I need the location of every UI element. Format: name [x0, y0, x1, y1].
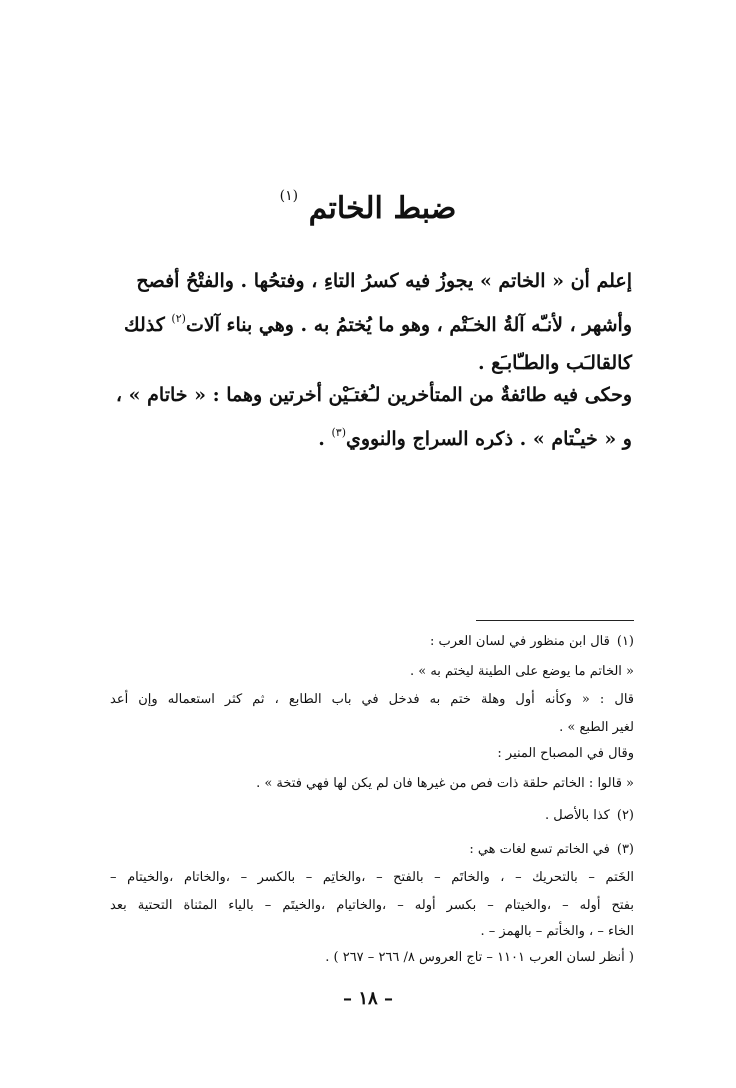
footnote-3-line-5: ( أنظر لسان العرب ١١٠١ – تاج العروس ٨/ ٢٦٦ – ٢٦٧ ) . [325, 950, 634, 965]
footnote-divider [476, 620, 634, 621]
footnote-3-text: في الخاتم تسع لغات هي : [469, 842, 610, 857]
footnote-ref-3: (٣) [331, 426, 346, 439]
paragraph-1-line-3: كالقالـَب والطـّابـَع . [477, 352, 632, 374]
footnote-2-number: (٢) [616, 808, 634, 823]
footnote-3-line-4: الخاء – ، والخأتم – بالهمز – . [480, 924, 634, 939]
footnote-3-line-1 [110, 836, 634, 864]
page-title [0, 168, 736, 237]
title-text: ضبط الخاتم [308, 191, 457, 226]
footnote-1-line-6: « قالوا : الخاتم حلقة ذات فص من غيرها فان لم يكن لها فهي فتخة » . [256, 776, 634, 791]
footnote-1-text: قال ابن منظور في لسان العرب : [430, 634, 610, 649]
paragraph-1-line-1: إعلم أن « الخاتم » يجوزُ فيه كسرُ التاءِ ، وفتحُها . والفتْحُ أفصح [136, 270, 632, 292]
footnote-2 [110, 802, 634, 830]
footnote-1-line-4: لغير الطبع » . [559, 720, 634, 735]
footnote-1-line-2: « الخاتم ما يوضع على الطينة ليختم به » . [409, 664, 634, 679]
paragraph-2-line-2-end: . [318, 428, 325, 450]
title-footnote-ref: (١) [279, 188, 299, 204]
paragraph-1 [112, 262, 632, 378]
footnote-1-line-5: وقال في المصباح المنير : [497, 746, 634, 761]
paragraph-2 [112, 376, 632, 456]
paragraph-2-line-1: وحكى فيه طائفةٌ من المتأخرين لـُغتـَيْن أخرتين وهما : « خاتام » ، [115, 384, 632, 406]
paragraph-2-line-2-text: و « خيـْتام » . ذكره السراج والنووي [345, 428, 632, 450]
footnote-3-line-2: الخَتم – بالتحريك – ، والخاتَم – بالفتح – ،والخاتِم – بالكسر – ،والخاتام ،والخيتام – [110, 870, 634, 885]
paragraph-1-line-2-end: كذلك [123, 314, 165, 336]
footnote-2-text: كذا بالأصل . [544, 808, 610, 823]
footnote-1-number: (١) [616, 634, 634, 649]
paragraph-1-line-2 [112, 300, 632, 344]
paragraph-2-line-2 [112, 414, 632, 458]
footnote-ref-2: (٢) [171, 312, 186, 325]
paragraph-1-line-2-text: وأشهر ، لأنـّه آلةُ الخـَتْم ، وهو ما يُختمُ به . وهي بناء آلات [185, 314, 632, 336]
footnote-1-line-3: قال : « وكأنه أول وهلة ختم به فدخل في باب الطابع ، ثم كثر استعماله وإن أعد [110, 692, 634, 707]
footnote-3-line-3: بفتح أوله – ،والخيتام – بكسر أوله – ،والخاتيام ،والخيتَم – بالياء المثناة التحتية بعد [110, 898, 634, 913]
page-number: – ١٨ – [343, 988, 393, 1009]
footnote-1-line-1 [110, 628, 634, 656]
footnote-3-number: (٣) [616, 842, 634, 857]
